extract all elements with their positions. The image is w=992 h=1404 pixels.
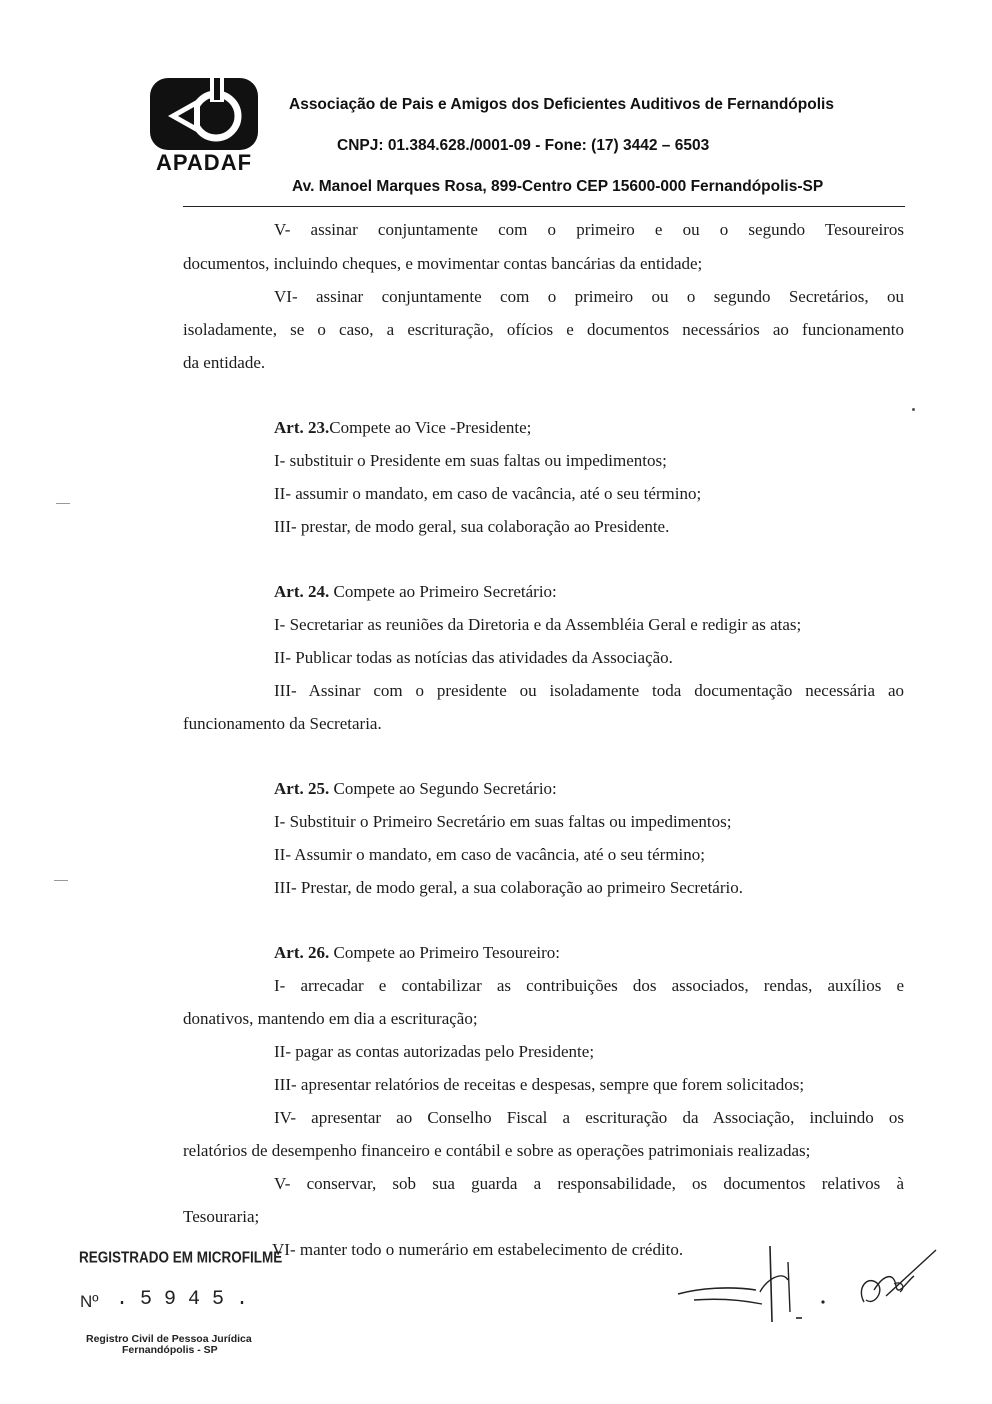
org-name: Associação de Pais e Amigos dos Deficientes Auditivos de Fernandópolis [289,96,834,113]
signature-mark [670,1240,840,1330]
paragraph-v-line2: documentos, incluindo cheques, e movimentar contas bancárias da entidade; [183,254,703,273]
art-23-title: Compete ao Vice -Presidente; [329,418,532,437]
art-25-label: Art. 25. [274,779,330,798]
art-26-item-2: II- pagar as contas autorizadas pelo Presidente; [274,1042,595,1061]
art-26-item-1-line1: I- arrecadar e contabilizar as contribuições dos associados, rendas, auxílios e [274,976,904,995]
art-24-item-2: II- Publicar todas as notícias das atividades da Associação. [274,648,673,667]
header-divider [183,206,905,207]
paragraph-vi-line3: da entidade. [183,353,266,372]
art-26-item-4-line1: IV- apresentar ao Conselho Fiscal a escrituração da Associação, incluindo os [274,1108,904,1127]
art-26-item-4-line2: relatórios de desempenho financeiro e contábil e sobre as operações patrimoniais realizadas; [183,1141,811,1160]
art-23-item-2: II- assumir o mandato, em caso de vacância, até o seu término; [274,484,702,503]
art-24-item-1: I- Secretariar as reuniões da Diretoria e da Assembléia Geral e redigir as atas; [274,615,802,634]
paragraph-vi-line1: VI- assinar conjuntamente com o primeiro ou o segundo Secretários, ou [274,287,904,306]
art-25-item-2: II- Assumir o mandato, em caso de vacância, até o seu término; [274,845,705,864]
art-25-title: Compete ao Segundo Secretário: [329,779,557,798]
art-23-item-1: I- substituir o Presidente em suas faltas ou impedimentos; [274,451,667,470]
art-25-item-3: III- Prestar, de modo geral, a sua colaboração ao primeiro Secretário. [274,878,743,897]
art-24-title: Compete ao Primeiro Secretário: [329,582,557,601]
art-26-heading [274,943,560,963]
paragraph-v-line1: V- assinar conjuntamente com o primeiro e ou o segundo Tesoureiros [274,220,904,239]
art-24-item-3-cont: funcionamento da Secretaria. [183,714,382,733]
art-23-heading [274,418,531,438]
stamp-registry-line2: Fernandópolis - SP [122,1344,218,1356]
cnpj-phone: CNPJ: 01.384.628./0001-09 - Fone: (17) 3442 – 6503 [337,137,710,154]
art-25-item-1: I- Substituir o Primeiro Secretário em suas faltas ou impedimentos; [274,812,732,831]
art-25-heading [274,779,557,799]
art-26-item-1-line2: donativos, mantendo em dia a escrituração; [183,1009,478,1028]
scan-speck [54,880,68,881]
art-26-item-5-line2: Tesouraria; [183,1207,260,1226]
art-26-title: Compete ao Primeiro Tesoureiro: [329,943,561,962]
stamp-number: . 5 9 4 5 . [116,1288,249,1311]
logo-text: APADAF [155,150,253,175]
stamp-registry-line1: Registro Civil de Pessoa Jurídica [86,1333,252,1345]
scan-speck [56,503,70,504]
art-23-item-3: III- prestar, de modo geral, sua colaboração ao Presidente. [274,517,670,536]
scan-speck [912,408,915,411]
art-26-item-5-line1: V- conservar, sob sua guarda a responsabilidade, os documentos relativos à [274,1174,904,1193]
art-24-label: Art. 24. [274,582,330,601]
art-24-heading [274,582,557,602]
stamp-number-label: Nº [80,1292,99,1311]
art-26-label: Art. 26. [274,943,330,962]
microfilm-stamp: REGISTRADO EM MICROFILME [79,1248,283,1267]
initials-mark [850,1244,940,1316]
art-23-label: Art. 23. [274,418,330,437]
paragraph-vi-line2: isoladamente, se o caso, a escrituração, ofícios e documentos necessários ao funcionamento [183,320,904,339]
address: Av. Manoel Marques Rosa, 899-Centro CEP 15600-000 Fernandópolis-SP [292,178,824,195]
art-26-item-6: VI- manter todo o numerário em estabelecimento de crédito. [272,1240,684,1259]
art-24-item-3: III- Assinar com o presidente ou isoladamente toda documentação necessária ao [274,681,904,700]
art-26-item-3: III- apresentar relatórios de receitas e despesas, sempre que forem solicitados; [274,1075,805,1094]
